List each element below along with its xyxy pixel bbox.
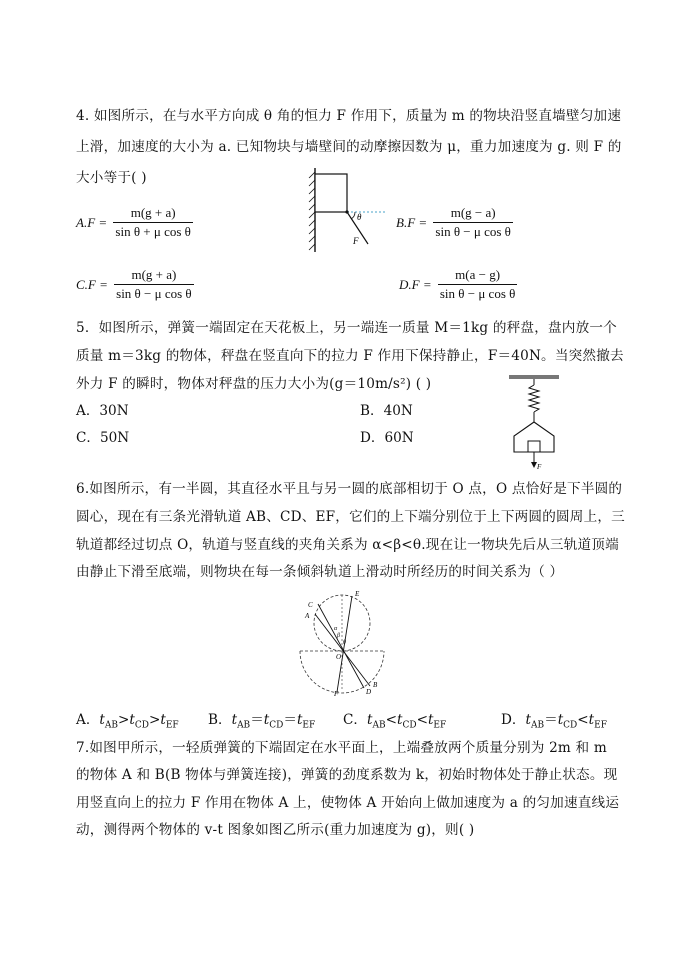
q4-line-1: 4. 如图所示，在与水平方向成 θ 角的恒力 F 作用下，质量为 m 的物块沿竖直墙壁匀加速 bbox=[76, 108, 622, 124]
q4-option-a-denominator: sin θ + μ cos θ bbox=[115, 224, 191, 239]
q7-line-3: 用竖直向上的拉力 F 作用在物体 A 上，使物体 A 开始向上做加速度为 a 的匀加速直线运 bbox=[76, 795, 620, 811]
q4-option-b-label: B.F = bbox=[396, 214, 428, 230]
q6-option-a[interactable]: A．$t_{AB}>t_{CD}>t_{EF}$ bbox=[76, 712, 179, 731]
q4-option-b-numerator: m(g − a) bbox=[433, 204, 513, 223]
q6-option-d[interactable]: D．$t_{AB}=t_{CD}<t_{EF}$ bbox=[501, 712, 607, 731]
q4-option-c-numerator: m(g + a) bbox=[114, 266, 194, 285]
q4-option-c[interactable] bbox=[76, 266, 194, 303]
q6-label-d: D bbox=[366, 688, 372, 696]
q4-figure-wall-block bbox=[300, 164, 400, 256]
q4-theta-label: θ bbox=[357, 212, 362, 222]
q5-line-1: 5．如图所示，弹簧一端固定在天花板上，另一端连一质量 M＝1kg 的秤盘，盘内放一个 bbox=[76, 320, 617, 336]
q6-line-1: 6.如图所示，有一半圆，其直径水平且与另一圆的底部相切于 O 点，O 点恰好是下半圆的 bbox=[76, 481, 623, 497]
q6-figure-circles bbox=[290, 586, 402, 698]
q4-option-b-denominator: sin θ − μ cos θ bbox=[435, 224, 511, 239]
q4-option-a-fraction bbox=[113, 204, 193, 241]
q4-line-3: 大小等于( ) bbox=[76, 170, 147, 186]
q4-force-label: F bbox=[353, 236, 359, 246]
q5-force-label: F bbox=[537, 463, 542, 471]
q6-label-b: B bbox=[373, 681, 378, 689]
spring bbox=[529, 385, 539, 412]
q5-option-d[interactable]: D．60N bbox=[360, 430, 414, 446]
q4-option-c-denominator: sin θ − μ cos θ bbox=[116, 286, 192, 301]
q4-option-a-label: A.F = bbox=[76, 214, 108, 230]
ceiling bbox=[509, 375, 559, 379]
q4-option-b[interactable] bbox=[396, 204, 513, 241]
q4-line-2: 上滑，加速度的大小为 a. 已知物块与墙壁间的动摩擦因数为 μ，重力加速度为 g. 则 F 的 bbox=[76, 139, 622, 155]
q5-option-b[interactable]: B．40N bbox=[360, 403, 413, 419]
q4-option-c-label: C.F = bbox=[76, 276, 108, 292]
q6-label-theta: θ bbox=[343, 640, 346, 646]
q7-line-4: 动，测得两个物体的 v-t 图象如图乙所示(重力加速度为 g)，则( ) bbox=[76, 822, 475, 838]
q6-option-c[interactable]: C．$t_{AB}<t_{CD}<t_{EF}$ bbox=[343, 712, 447, 731]
q6-label-o: O bbox=[336, 653, 342, 661]
q6-line-2: 圆心，现在有三条光滑轨道 AB、CD、EF，它们的上下端分别位于上下两圆的圆周上，三 bbox=[76, 509, 625, 525]
q4-option-b-fraction bbox=[433, 204, 513, 241]
q6-label-beta: β bbox=[337, 633, 340, 639]
q7-line-2: 的物体 A 和 B(B 物体与弹簧连接)，弹簧的劲度系数为 k，初始时物体处于静止状态。现 bbox=[76, 767, 618, 783]
q6-line-3: 轨道都经过切点 O，轨道与竖直线的夹角关系为 α<β<θ.现在让一物块先后从三轨道顶端 bbox=[76, 537, 619, 553]
q4-option-c-fraction bbox=[114, 266, 194, 303]
q4-option-d-numerator: m(a − g) bbox=[438, 266, 518, 285]
q5-figure-spring-pan bbox=[505, 372, 565, 472]
q4-option-d-denominator: sin θ − μ cos θ bbox=[439, 286, 516, 301]
q7-line-1: 7.如图甲所示，一轻质弹簧的下端固定在水平面上，上端叠放两个质量分别为 2m 和 m bbox=[76, 740, 607, 756]
q5-option-c[interactable]: C．50N bbox=[76, 430, 130, 446]
q4-option-a[interactable] bbox=[76, 204, 193, 241]
q4-option-d[interactable] bbox=[399, 266, 517, 303]
q6-label-alpha: α bbox=[334, 626, 338, 632]
q4-option-d-label: D.F = bbox=[399, 276, 432, 292]
q6-label-f: F bbox=[334, 690, 339, 698]
q4-option-d-fraction bbox=[438, 266, 518, 303]
q5-line-2: 质量 m＝3kg 的物体，秤盘在竖直向下的拉力 F 作用下保持静止，F＝40N。当突然撤去 bbox=[76, 348, 624, 364]
q6-line-4: 由静止下滑至底端，则物块在每一条倾斜轨道上滑动时所经历的时间关系为（ ） bbox=[76, 564, 564, 580]
q6-label-a: A bbox=[305, 612, 310, 620]
q4-option-a-numerator: m(g + a) bbox=[113, 204, 193, 223]
q6-option-b[interactable]: B．$t_{AB}=t_{CD}=t_{EF}$ bbox=[208, 712, 316, 731]
q6-label-e: E bbox=[355, 590, 360, 598]
q4-block bbox=[315, 174, 347, 212]
q6-label-c: C bbox=[308, 601, 313, 609]
q5-line-3: 外力 F 的瞬时，物体对秤盘的压力大小为(g＝10m/s²) ( ) bbox=[76, 376, 432, 392]
object-block bbox=[528, 441, 540, 452]
q5-option-a[interactable]: A．30N bbox=[76, 403, 129, 419]
